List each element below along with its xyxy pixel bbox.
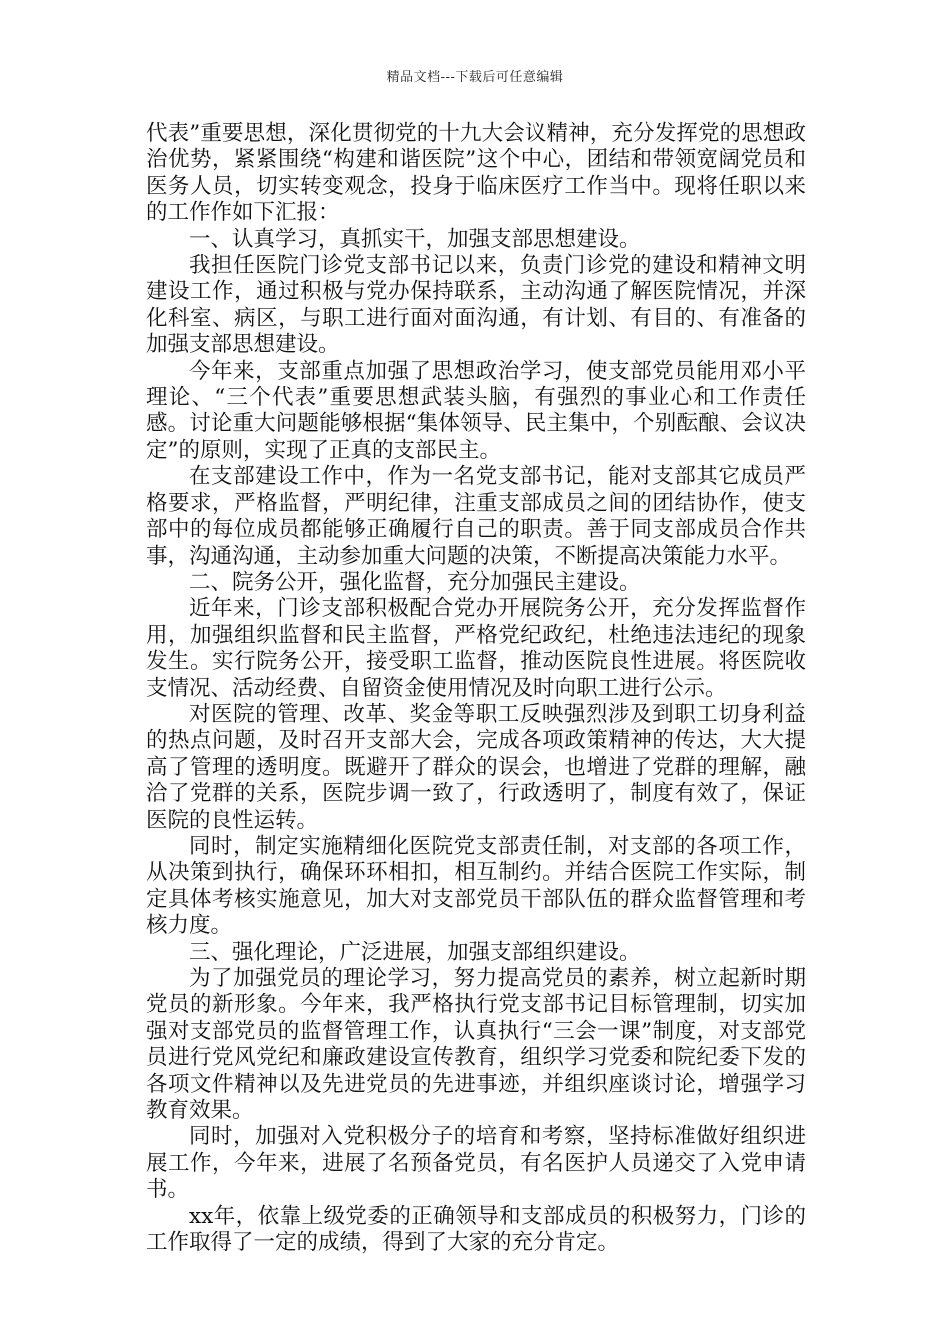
paragraph-5: 近年来，门诊支部积极配合党办开展院务公开，充分发挥监督作用，加强组织监督和民主监督，严格党纪政纪，杜绝违法违纪的现象发生。实行院务公开，接受职工监督，推动医院良性进展。将医院收支情况、活动经费、自留资金使用情况及时向职工进行公示。 <box>146 596 806 701</box>
paragraph-3: 今年来，支部重点加强了思想政治学习，使支部党员能用邓小平理论、“三个代表”重要思想武装头脑，有强烈的事业心和工作责任感。讨论重大问题能够根据“集体领导、民主集中，个别酝酿、会议决定”的原则，实现了正真的支部民主。 <box>146 358 806 463</box>
section-heading-3: 三、强化理论，广泛进展，加强支部组织建设。 <box>189 939 641 965</box>
paragraph-8: 为了加强党员的理论学习，努力提高党员的素养，树立起新时期党员的新形象。今年来，我严格执行党支部书记目标管理制，切实加强对支部党员的监督管理工作，认真执行“三会一课”制度，对支部党员进行党风党纪和廉政建设宣传教育，组织学习党委和院纪委下发的各项文件精神以及先进党员的先进事迹，并组织座谈讨论，增强学习教育效果。 <box>146 966 806 1124</box>
paragraph-7: 同时，制定实施精细化医院党支部责任制，对支部的各项工作，从决策到执行，确保环环相扣，相互制约。并结合医院工作实际，制定具体考核实施意见，加大对支部党员干部队伍的群众监督管理和考核力度。 <box>146 833 806 939</box>
paragraph-10: xx年，依靠上级党委的正确领导和支部成员的积极努力，门诊的工作取得了一定的成绩，得到了大家的充分肯定。 <box>146 1203 806 1256</box>
section-heading-1: 一、认真学习，真抓实干，加强支部思想建设。 <box>189 226 641 252</box>
paragraph-1: 代表”重要思想，深化贯彻党的十九大会议精神，充分发挥党的思想政治优势，紧紧围绕“构建和谐医院”这个中心，团结和带领宽阔党员和医务人员，切实转变观念，投身于临床医疗工作当中。现将任职以来的工作作如下汇报： <box>146 121 806 226</box>
document-body <box>146 121 806 1256</box>
paragraph-9: 同时，加强对入党积极分子的培育和考察，坚持标准做好组织进展工作，今年来，进展了名预备党员，有名医护人员递交了入党申请书。 <box>146 1124 806 1203</box>
section-heading-2: 二、院务公开，强化监督，充分加强民主建设。 <box>189 569 641 595</box>
paragraph-6: 对医院的管理、改革、奖金等职工反映强烈涉及到职工切身利益的热点问题，及时召开支部大会，完成各项政策精神的传达，大大提高了管理的透明度。既避开了群众的误会，也增进了党群的理解，融洽了党群的关系，医院步调一致了，行政透明了，制度有效了，保证医院的良性运转。 <box>146 701 806 833</box>
page-header: 精品文档---下载后可任意编辑 <box>386 70 564 85</box>
paragraph-2: 我担任医院门诊党支部书记以来，负责门诊党的建设和精神文明建设工作，通过积极与党办保持联系，主动沟通了解医院情况，并深化科室、病区，与职工进行面对面沟通，有计划、有目的、有准备的加强支部思想建设。 <box>146 253 806 358</box>
paragraph-4: 在支部建设工作中，作为一名党支部书记，能对支部其它成员严格要求，严格监督，严明纪律，注重支部成员之间的团结协作，使支部中的每位成员都能够正确履行自己的职责。善于同支部成员合作共事，沟通沟通，主动参加重大问题的决策，不断提高决策能力水平。 <box>146 464 806 569</box>
